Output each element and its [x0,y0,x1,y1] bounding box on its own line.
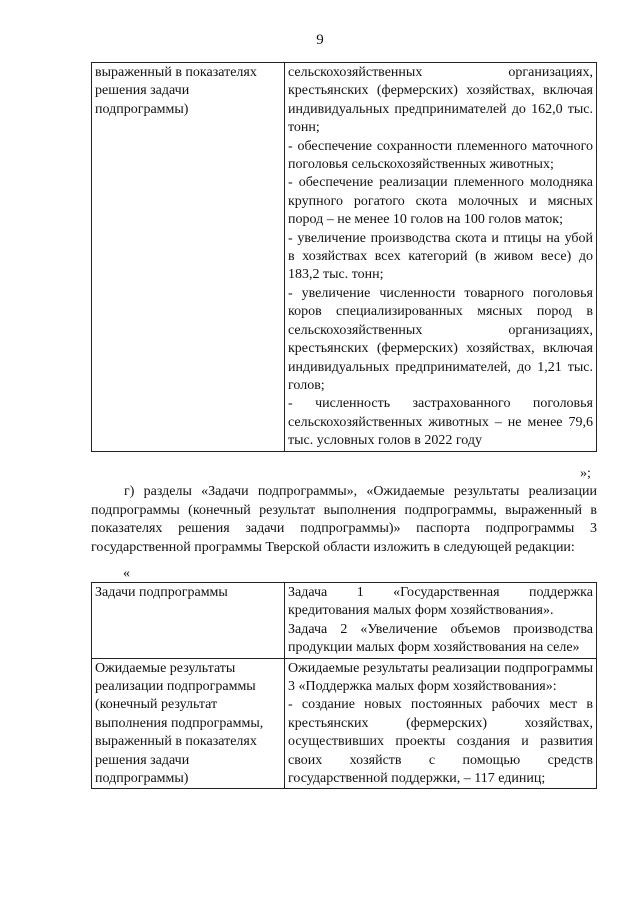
table-row [92,658,597,789]
table-row [92,583,597,659]
table-row [92,63,597,452]
list-item: - увеличение численности товарного поголовья коров специализированных мясных пород в сельскохозяйственных организациях, крестьянских (фермерских) хозяйствах, включая индивидуальных предпринимателей, до 1,21 тыс. голов; [288,285,593,393]
row-content [285,583,597,659]
row-content [285,658,597,789]
list-item: Задача 1 «Государственная поддержка кредитования малых форм хозяйствования». [288,585,593,619]
row-content [285,63,597,452]
passport-table-new [91,582,597,789]
list-item: - создание новых постоянных рабочих мест в крестьянских (фермерских) хозяйствах, осуществивших проекты создания и развития своих хозяйств с помощью средств государственной поддержки, – 117 единиц; [288,697,593,787]
list-item: - обеспечение реализации племенного молодняка крупного рогатого скота молочных и мясных пород – не менее 10 голов на 100 голов маток; [288,175,593,228]
list-item: Задача 2 «Увеличение объемов производства продукции малых форм хозяйствования на селе» [288,621,593,656]
page-number: 9 [316,32,324,48]
passport-table-continued [91,62,597,452]
list-item: сельскохозяйственных организациях, крестьянских (фермерских) хозяйствах, включая индивидуальных предпринимателей до 162,0 тыс. тонн; [288,65,593,136]
list-item: - численность застрахованного поголовья сельскохозяйственных животных – не менее 79,6 тыс. условных голов в 2022 году [288,396,593,449]
row-header: Ожидаемые результаты реализации подпрограммы (конечный результат выполнения подпрограммы, выраженный в показателях решения задачи подпрограммы) [92,658,285,789]
opening-quote: « [123,566,130,581]
list-item: Ожидаемые результаты реализации подпрограммы 3 «Поддержка малых форм хозяйствования»: [288,660,593,695]
list-item: - обеспечение сохранности племенного маточного поголовья сельскохозяйственных животных; [288,138,593,173]
row-header: выраженный в показателях решения задачи подпрограммы) [92,63,285,452]
closing-quote: »; [580,466,591,481]
row-header: Задачи подпрограммы [92,583,285,659]
list-item: - увеличение производства скота и птицы на убой в хозяйствах всех категорий (в живом весе) до 183,2 тыс. тонн; [288,230,593,283]
amendment-paragraph: г) разделы «Задачи подпрограммы», «Ожидаемые результаты реализации подпрограммы (конечный результат выполнения подпрограммы, выраженный в показателях решения задачи подпрограммы)» паспорта подпрограммы 3 государственной программы Тверской области изложить в следующей редакции: [91,484,597,555]
